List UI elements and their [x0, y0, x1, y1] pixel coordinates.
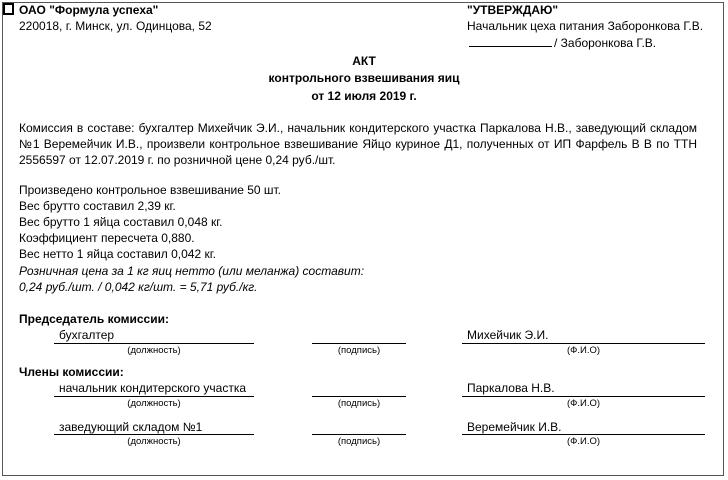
document-title: АКТ [352, 54, 376, 68]
member-signature-line [312, 396, 406, 397]
corner-checkbox[interactable] [3, 3, 14, 15]
member-name: Веремейчик И.В. [467, 420, 562, 434]
approval-signature-line [469, 46, 552, 47]
approval-position: Начальник цеха питания Заборонкова Г.В. [467, 19, 704, 33]
chairman-signature-caption: (подпись) [337, 345, 381, 356]
organization-name: ОАО "Формула успеха" [19, 3, 159, 17]
member-name-line [462, 434, 705, 435]
chairman-name-caption: (Ф.И.О) [566, 345, 601, 356]
chairman-signature-line [312, 343, 406, 344]
member-position-line [54, 396, 254, 397]
chairman-position-caption: (должность) [127, 345, 181, 356]
member-position-caption: (должность) [127, 398, 181, 409]
member-signature-line [312, 434, 406, 435]
document-subtitle: контрольного взвешивания яиц [268, 71, 460, 85]
price-calc-label: Розничная цена за 1 кг яиц нетто (или меланжа) составит: [19, 264, 365, 278]
member-signature-caption: (подпись) [337, 398, 381, 409]
member-signature-caption: (подпись) [337, 436, 381, 447]
member-name: Паркалова Н.В. [467, 381, 555, 395]
members-heading: Члены комиссии: [19, 365, 124, 379]
member-name-caption: (Ф.И.О) [566, 398, 601, 409]
chairman-position: бухгалтер [59, 328, 115, 342]
member-position: заведующий складом №1 [59, 420, 203, 434]
body-line: Коэффициент пересчета 0,880. [19, 231, 195, 245]
commission-paragraph: Комиссия в составе: бухгалтер Михейчик Э.И., начальник кондитерского участка Паркалова Н.В., заведующий складом №1 Веремейчик И.В., произвели контрольное взвешивание Яйцо куриное Д1, полученных от ИП Фарфель В В по ТТН 2556597 от 12.07.2019 г. по розничной цене 0,24 руб./шт. [19, 121, 697, 167]
body-line: Вес брутто составил 2,39 кг. [19, 199, 176, 213]
chairman-position-line [54, 343, 254, 344]
chairman-name: Михейчик Э.И. [467, 328, 549, 342]
document-date: от 12 июля 2019 г. [311, 89, 417, 103]
approval-signature-name: / Заборонкова Г.В. [554, 36, 657, 50]
organization-address: 220018, г. Минск, ул. Одинцова, 52 [19, 19, 212, 33]
body-line: Вес нетто 1 яйца составил 0,042 кг. [19, 247, 216, 261]
member-position-line [54, 434, 254, 435]
chairman-heading: Председатель комиссии: [19, 312, 169, 326]
body-line: Произведено контрольное взвешивание 50 шт. [19, 183, 282, 197]
chairman-name-line [462, 343, 705, 344]
member-position-caption: (должность) [127, 436, 181, 447]
member-position: начальник кондитерского участка [59, 381, 247, 395]
member-name-caption: (Ф.И.О) [566, 436, 601, 447]
member-name-line [462, 396, 705, 397]
price-calc-formula: 0,24 руб./шт. / 0,042 кг/шт. = 5,71 руб./кг. [19, 280, 258, 294]
body-line: Вес брутто 1 яйца составил 0,048 кг. [19, 215, 223, 229]
approval-stamp: "УТВЕРЖДАЮ" [467, 3, 559, 17]
